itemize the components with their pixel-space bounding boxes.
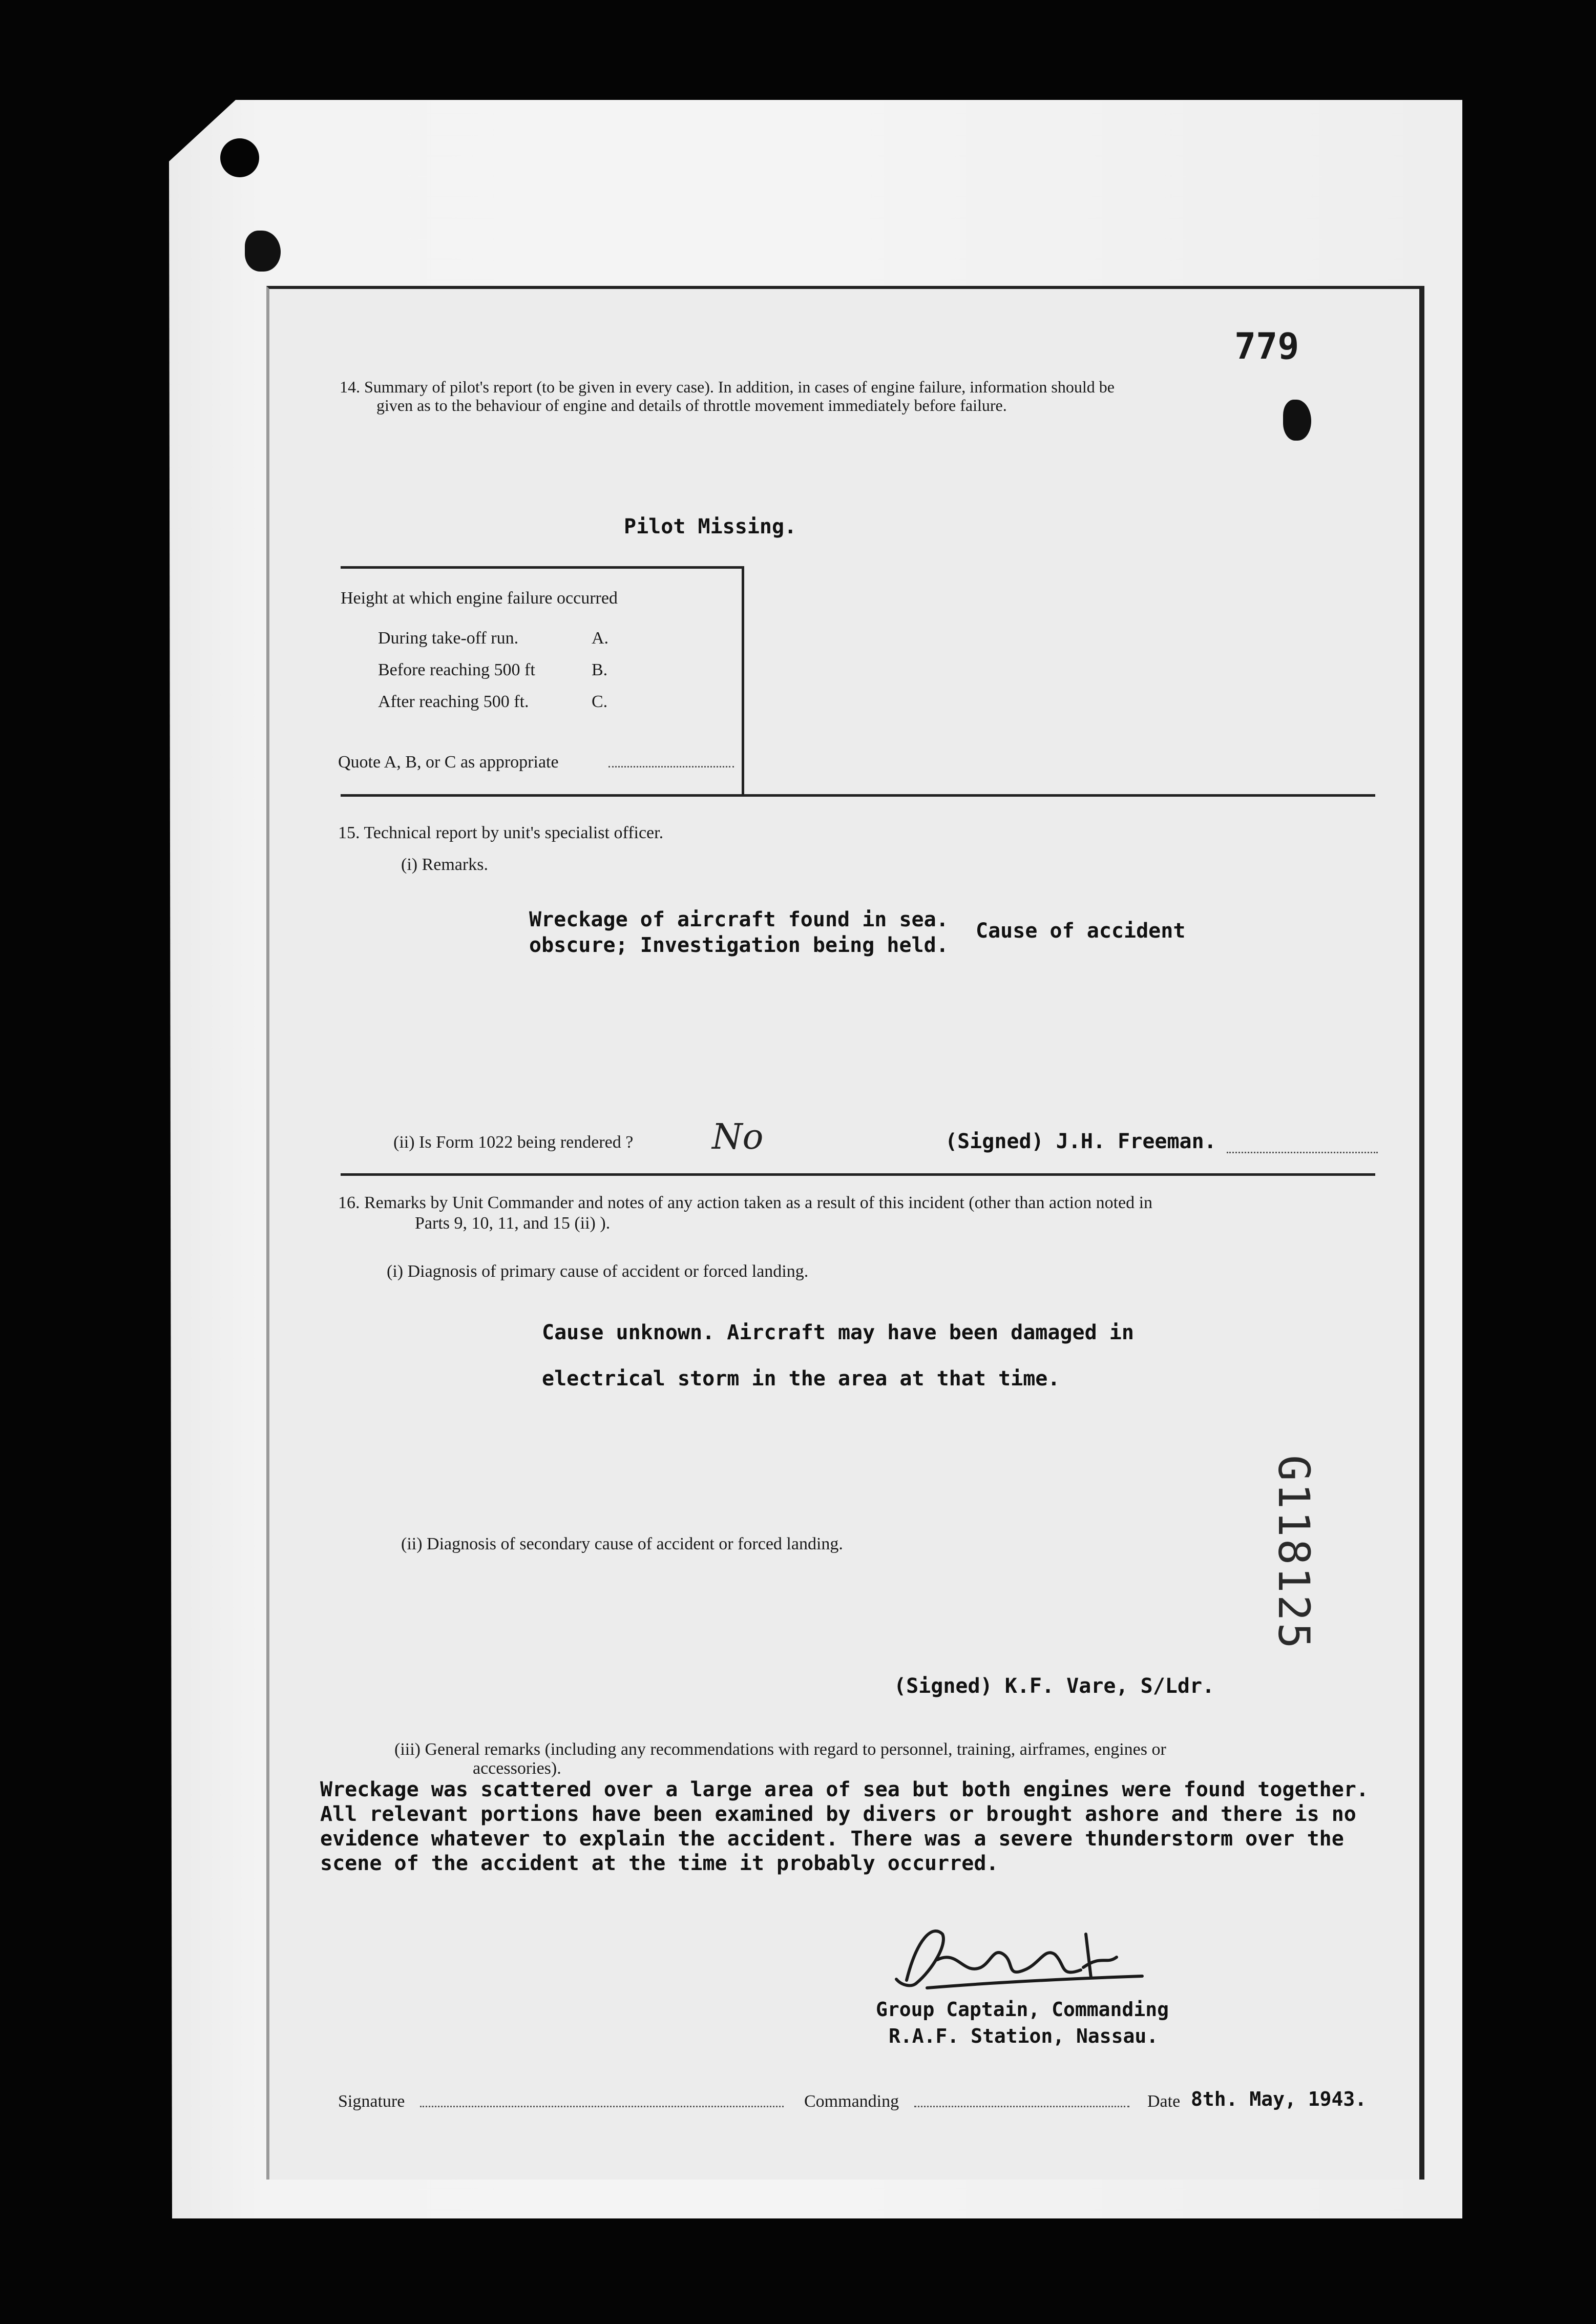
quote-dotted-line <box>608 766 734 767</box>
s16-line1: 16. Remarks by Unit Commander and notes of any action taken as a result of this incident (other than action noted in <box>338 1193 1153 1212</box>
handwritten-signature <box>886 1919 1173 2001</box>
signature-label: Signature <box>338 2092 405 2111</box>
height-row-c-code: C. <box>592 692 608 711</box>
s16-secondary-label: (ii) Diagnosis of secondary cause of accident or forced landing. <box>401 1534 843 1553</box>
s15-sign-dots <box>1227 1152 1378 1153</box>
height-row-b-label: Before reaching 500 ft <box>378 660 535 679</box>
form1022-label: (ii) Is Form 1022 being rendered ? <box>393 1133 634 1152</box>
commanding-dots <box>914 2106 1129 2107</box>
s16-line2: Parts 9, 10, 11, and 15 (ii) ). <box>415 1214 611 1233</box>
ink-blot <box>245 231 281 272</box>
form-number: 779 <box>1234 325 1299 367</box>
s14-line2: given as to the behaviour of engine and details of throttle movement immediately before failure. <box>376 396 1007 414</box>
archive-stamp: G118125 <box>1269 1455 1319 1651</box>
date-value: 8th. May, 1943. <box>1191 2088 1367 2110</box>
rule-15-16 <box>341 1173 1375 1176</box>
closing-title-2: R.A.F. Station, Nassau. <box>889 2025 1159 2047</box>
form1022-answer: No <box>712 1117 764 1157</box>
s15-typed-1: Wreckage of aircraft found in sea. <box>529 908 949 931</box>
s14-typed: Pilot Missing. <box>624 515 797 538</box>
height-row-b-code: B. <box>592 660 608 679</box>
s16-typed-2: electrical storm in the area at that time. <box>542 1367 1060 1391</box>
closing-title-1: Group Captain, Commanding <box>876 1998 1169 2021</box>
s16-signed: (Signed) K.F. Vare, S/Ldr. <box>894 1674 1215 1698</box>
general-typed-3: evidence whatever to explain the accident. There was a severe thunderstorm over the <box>320 1827 1344 1851</box>
general-label-1: (iii) General remarks (including any recommendations with regard to personnel, training, airframes, engines or <box>394 1740 1166 1759</box>
height-row-c-label: After reaching 500 ft. <box>378 692 529 711</box>
general-typed-4: scene of the accident at the time it probably occurred. <box>320 1852 999 1875</box>
signature-dots <box>420 2106 784 2107</box>
general-typed-1: Wreckage was scattered over a large area of sea but both engines were found together. <box>320 1778 1369 1801</box>
s16-primary-label: (i) Diagnosis of primary cause of accident or forced landing. <box>387 1262 809 1281</box>
general-label-2: accessories). <box>473 1759 561 1778</box>
s15-remarks-label: (i) Remarks. <box>401 855 488 874</box>
s14-line1: 14. Summary of pilot's report (to be given in every case). In addition, in cases of engine failure, information should be <box>340 378 1115 396</box>
height-row-a-label: During take-off run. <box>378 629 519 648</box>
s16-typed-1: Cause unknown. Aircraft may have been damaged in <box>542 1321 1134 1344</box>
commanding-label: Commanding <box>804 2092 899 2111</box>
general-typed-2: All relevant portions have been examined by divers or brought ashore and there is no <box>320 1802 1356 1826</box>
date-label: Date <box>1147 2092 1181 2111</box>
height-quote-label: Quote A, B, or C as appropriate <box>338 753 559 772</box>
height-row-a-code: A. <box>592 629 609 648</box>
ink-blot-2 <box>1283 400 1311 441</box>
s15-title: 15. Technical report by unit's specialist officer. <box>338 823 664 842</box>
s15-typed-2: obscure; Investigation being held. <box>529 933 949 957</box>
rule-14-15 <box>341 794 1375 797</box>
height-box-title: Height at which engine failure occurred <box>341 589 618 608</box>
s15-typed-1b: Cause of accident <box>976 919 1186 943</box>
s15-signed: (Signed) J.H. Freeman. <box>945 1130 1216 1153</box>
punch-hole <box>220 138 259 177</box>
